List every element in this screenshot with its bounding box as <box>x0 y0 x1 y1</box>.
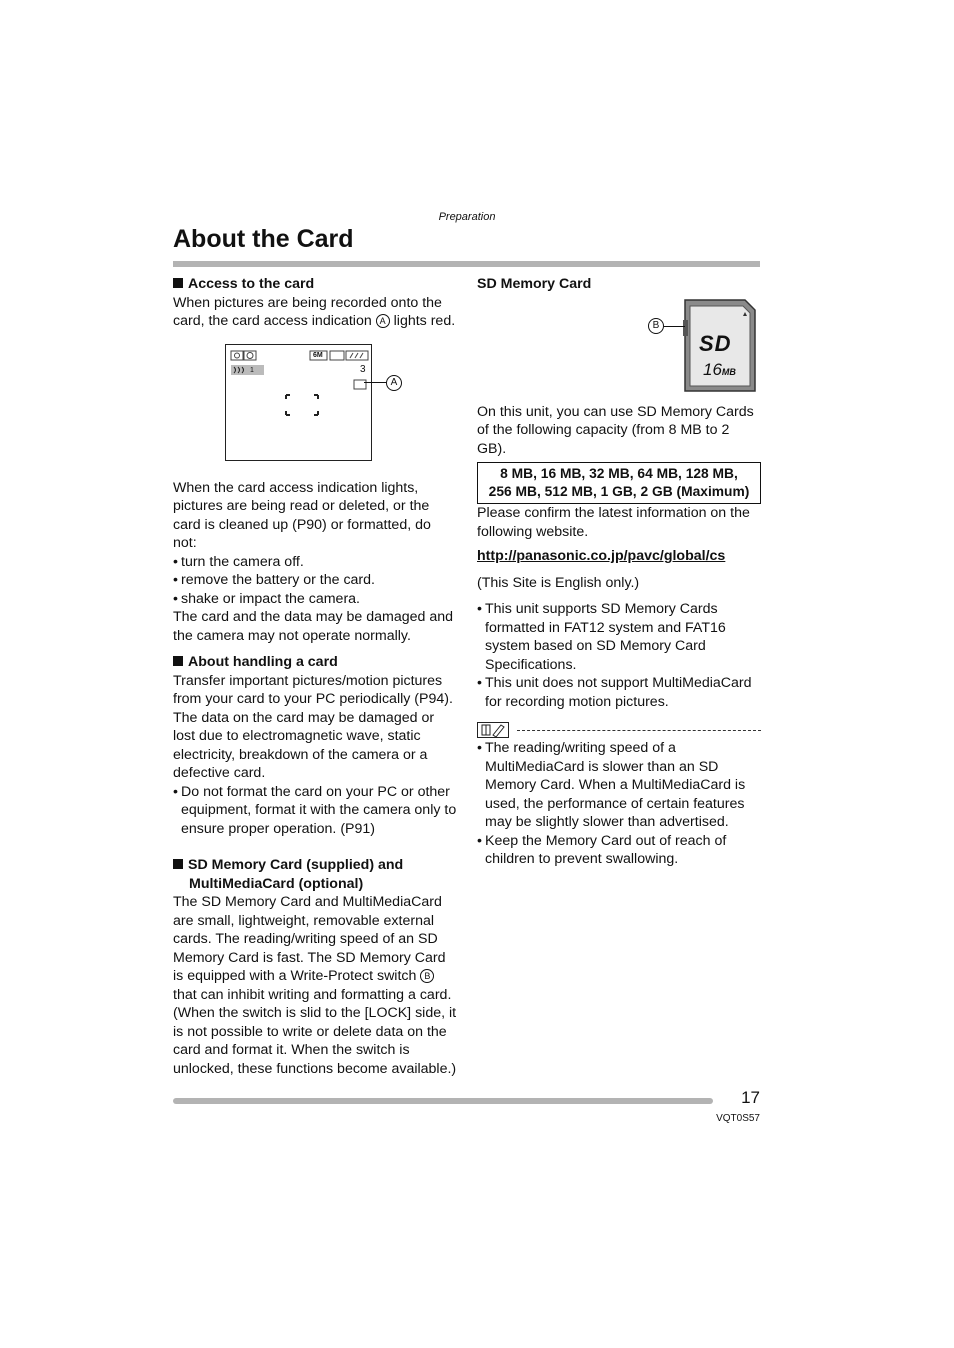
capacity-box <box>477 462 761 504</box>
section-label: Preparation <box>438 211 496 223</box>
access-bullets <box>173 553 457 609</box>
list-item: • The reading/writing speed of a MultiMediaCard is slower than an SD Memory Card. When a MultiMediaCard is used, the performance of certain features may be slightly slower than advertised. <box>477 739 761 832</box>
sd-heading: SD Memory Card <box>477 276 592 292</box>
marker-a: A <box>376 314 390 328</box>
capacities-line1: 8 MB, 16 MB, 32 MB, 64 MB, 128 MB, <box>500 466 738 481</box>
support-url-link[interactable]: http://panasonic.co.jp/pavc/global/cs <box>477 548 726 564</box>
sd-card-figure <box>683 298 756 394</box>
frames-left: 3 <box>360 364 366 375</box>
handling-bullets <box>173 783 457 839</box>
handling-heading: About handling a card <box>173 653 457 672</box>
capacity-para: On this unit, you can use SD Memory Cards of the following capacity (from 8 MB to 2 GB). <box>477 403 754 457</box>
handling-para: Transfer important pictures/motion pictures from your card to your PC periodically (P94). The data on the card may be damaged or lost due to electromagnetic wave, static electricity, breakdown of the camera or a defective card. <box>173 672 453 781</box>
lcd-screen-figure <box>225 344 372 461</box>
access-after: The card and the data may be damaged and the camera may not operate normally. <box>173 609 454 644</box>
square-bullet-icon <box>173 278 183 288</box>
list-item: • Keep the Memory Card out of reach of children to prevent swallowing. <box>477 832 761 869</box>
sd-bullets <box>477 600 761 711</box>
list-item: • shake or impact the camera. <box>173 590 457 609</box>
note-icon <box>477 722 509 738</box>
list-item: • turn the camera off. <box>173 553 457 572</box>
square-bullet-icon <box>173 859 183 869</box>
note-divider <box>517 730 761 731</box>
access-intro: When pictures are being recorded onto the card, the card access indication A lights red. <box>173 294 456 329</box>
list-item: • This unit supports SD Memory Cards formatted in FAT12 system and FAT16 system based on SD Memory Card Specifications. <box>477 600 761 674</box>
access-heading: Access to the card <box>173 275 457 294</box>
sdmmc-para: The SD Memory Card and MultiMediaCard are small, lightweight, removable external cards. The reading/writing speed of an SD Memory Card is fast. The SD Memory Card is equipped with a Write-Protect switch B that can inhibit writing and formatting a card. (When the switch is slid to the [LOCK] side, it is not possible to write or delete data on the card and format it. When the switch is unlocked, these functions become available.) <box>173 894 457 1077</box>
footer-rule <box>173 1098 713 1104</box>
marker-b: B <box>420 969 434 983</box>
page-title: About the Card <box>173 225 354 253</box>
callout-b: B <box>648 318 664 334</box>
confirm-text: Please confirm the latest information on the following website. <box>477 505 750 540</box>
lcd-display-graphic <box>226 345 371 460</box>
list-item: • This unit does not support MultiMediaCard for recording motion pictures. <box>477 674 761 711</box>
doc-code: VQT0S57 <box>716 1113 760 1124</box>
note-header <box>477 721 761 739</box>
square-bullet-icon <box>173 656 183 666</box>
list-item: • Do not format the card on your PC or other equipment, format it with the camera only to ensure proper operation. (P91) <box>173 783 457 839</box>
size-label: 6M <box>313 352 323 359</box>
note-bullets <box>477 739 761 869</box>
title-rule <box>173 261 760 267</box>
callout-a-line <box>364 382 386 383</box>
callout-a: A <box>386 375 402 391</box>
sd-logo: SD <box>699 331 732 356</box>
site-note: (This Site is English only.) <box>477 574 640 591</box>
stabilizer-mode: 1 <box>250 367 254 374</box>
card-capacity: 16MB <box>703 360 736 379</box>
access-para: When the card access indication lights, pictures are being read or deleted, or the card is cleaned up (P90) or formatted, do not: <box>173 479 431 551</box>
sdmmc-heading: SD Memory Card (supplied) and MultiMediaCard (optional) <box>173 856 457 893</box>
capacities-line2: 256 MB, 512 MB, 1 GB, 2 GB (Maximum) <box>488 484 750 499</box>
callout-b-line <box>664 326 685 327</box>
page-number: 17 <box>741 1088 760 1107</box>
list-item: • remove the battery or the card. <box>173 571 457 590</box>
